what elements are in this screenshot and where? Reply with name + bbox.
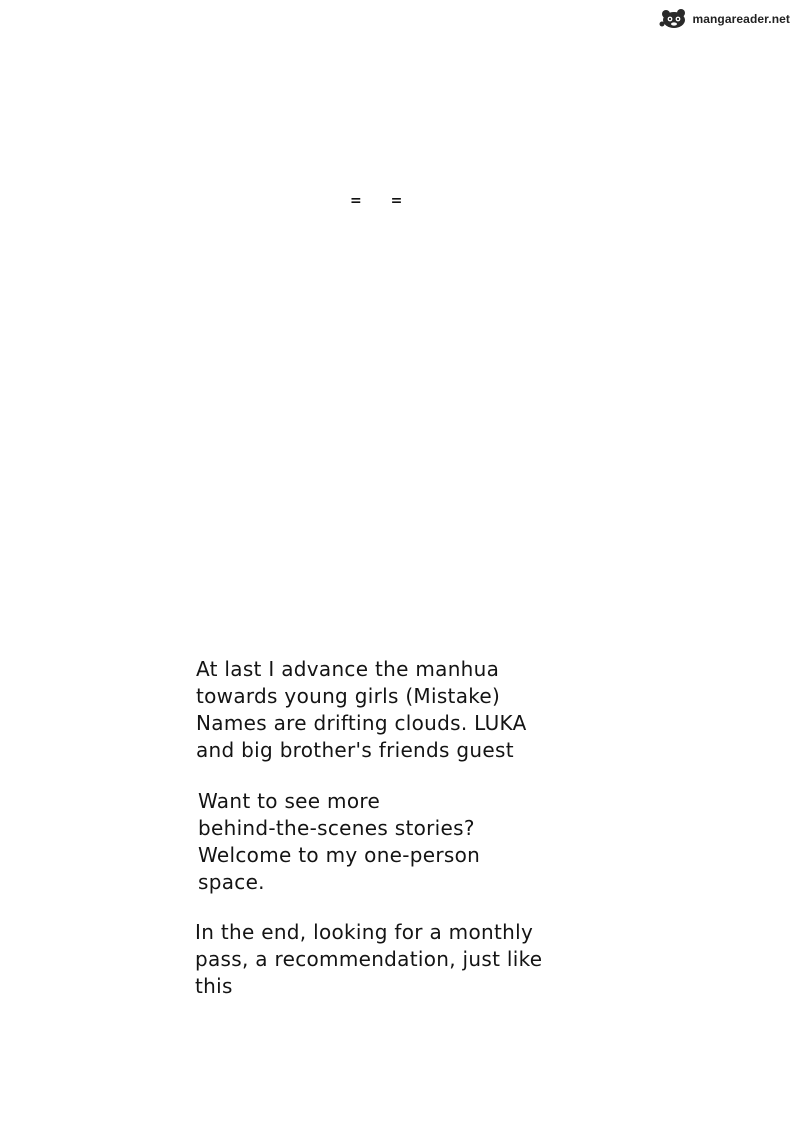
panda-mascot-icon [659,8,689,30]
note-line: In the end, looking for a monthly [195,920,534,944]
note-line: towards young girls (Mistake) [196,684,501,708]
note-line: behind-the-scenes stories? [198,816,475,840]
note-line: Want to see more [198,789,381,813]
note-line: Names are drifting clouds. LUKA [196,711,527,735]
note-line: this [195,974,233,998]
note-line: Welcome to my one-person [198,843,481,867]
note-line: and big brother's friends guest [196,738,514,762]
author-note-3 [195,919,542,1000]
watermark [659,8,790,30]
note-line: space. [198,870,265,894]
watermark-text: mangareader.net [692,12,790,26]
note-line: pass, a recommendation, just like [195,947,543,971]
author-note-1 [196,656,527,764]
note-line: At last I advance the manhua [196,657,500,681]
face-mark: = = [350,193,415,209]
author-note-2 [198,788,480,896]
